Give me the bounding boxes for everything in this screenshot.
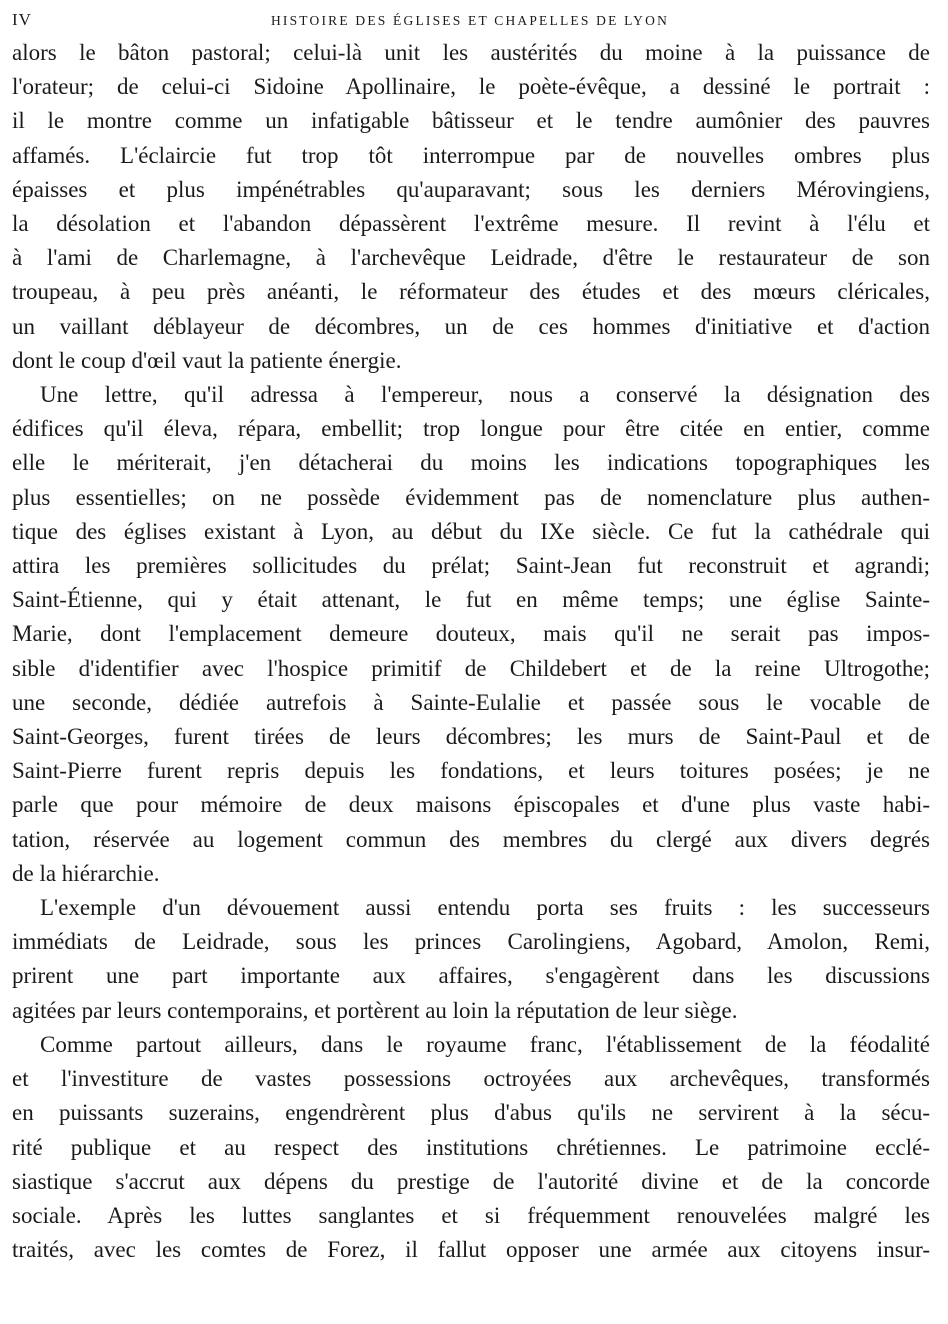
text-line: et l'investiture de vastes possessions octroyées aux archevêques, transformés [12,1066,930,1092]
text-line: sociale. Après les luttes sanglantes et si fréquemment renouvelées malgré les [12,1202,930,1228]
text-line: épaisses et plus impénétrables qu'auparavant; sous les derniers Mérovingiens, [12,176,930,202]
text-line: édifices qu'il éleva, répara, embellit; trop longue pour être citée en entier, comme [12,416,930,442]
text-line: de la hiérarchie. [12,860,160,886]
text-line: Une lettre, qu'il adressa à l'empereur, nous a conservé la désignation des [40,382,930,408]
running-header [12,10,928,34]
text-line: une seconde, dédiée autrefois à Sainte-Eulalie et passée sous le vocable de [12,689,930,715]
text-line: elle le mériterait, j'en détacherai du moins les indications topographiques les [12,450,930,476]
paragraph [12,891,930,1028]
paragraph [12,36,930,378]
text-line: tique des églises existant à Lyon, au début du IXe siècle. Ce fut la cathédrale qui [12,518,930,544]
text-line: en puissants suzerains, engendrèrent plus d'abus qu'ils ne servirent à la sécu- [12,1100,930,1126]
body-text [12,36,930,1267]
text-line: l'orateur; de celui-ci Sidoine Apollinaire, le poète-évêque, a dessiné le portrait : [12,74,930,100]
running-title: HISTOIRE DES ÉGLISES ET CHAPELLES DE LYON [270,13,670,28]
text-line: Comme partout ailleurs, dans le royaume franc, l'établissement de la féodalité [40,1031,930,1057]
text-line: siastique s'accrut aux dépens du prestige de l'autorité divine et de la concorde [12,1168,930,1194]
page-number: IV [12,10,32,29]
text-line: parle que pour mémoire de deux maisons épiscopales et d'une plus vaste habi- [12,792,930,818]
text-line: agitées par leurs contemporains, et portèrent au loin la réputation de leur siège. [12,997,738,1023]
text-line: attira les premières sollicitudes du prélat; Saint-Jean fut reconstruit et agrandi; [12,553,930,579]
text-line: à l'ami de Charlemagne, à l'archevêque Leidrade, d'être le restaurateur de son [12,245,930,271]
text-line: plus essentielles; on ne possède évidemment pas de nomenclature plus authen- [12,484,930,510]
text-line: Saint-Pierre furent repris depuis les fondations, et leurs toitures posées; je ne [12,758,930,784]
text-line: la désolation et l'abandon dépassèrent l'extrême mesure. Il revint à l'élu et [12,211,930,237]
text-line: sible d'identifier avec l'hospice primitif de Childebert et de la reine Ultrogothe; [12,655,930,681]
text-line: dont le coup d'œil vaut la patiente énergie. [12,347,402,373]
paragraph [12,378,930,891]
text-line: Saint-Georges, furent tirées de leurs décombres; les murs de Saint-Paul et de [12,724,930,750]
text-line: rité publique et au respect des institutions chrétiennes. Le patrimoine ecclé- [12,1134,930,1160]
text-line: Saint-Étienne, qui y était attenant, le fut en même temps; une église Sainte- [12,587,930,613]
text-line: affamés. L'éclaircie fut trop tôt interrompue par de nouvelles ombres plus [12,142,930,168]
text-line: tation, réservée au logement commun des membres du clergé aux divers degrés [12,826,930,852]
text-line: un vaillant déblayeur de décombres, un de ces hommes d'initiative et d'action [12,313,930,339]
text-line: troupeau, à peu près anéanti, le réformateur des études et des mœurs cléricales, [12,279,930,305]
text-line: traités, avec les comtes de Forez, il fallut opposer une armée aux citoyens insur- [12,1237,930,1263]
text-line: alors le bâton pastoral; celui-là unit les austérités du moine à la puissance de [12,40,930,65]
text-line: il le montre comme un infatigable bâtisseur et le tendre aumônier des pauvres [12,108,930,134]
paragraph [12,1028,930,1267]
text-line: L'exemple d'un dévouement aussi entendu porta ses fruits : les successeurs [40,895,930,921]
text-line: Marie, dont l'emplacement demeure douteux, mais qu'il ne serait pas impos- [12,621,930,647]
text-line: immédiats de Leidrade, sous les princes Carolingiens, Agobard, Amolon, Remi, [12,929,930,955]
text-line: prirent une part importante aux affaires, s'engagèrent dans les discussions [12,963,930,989]
